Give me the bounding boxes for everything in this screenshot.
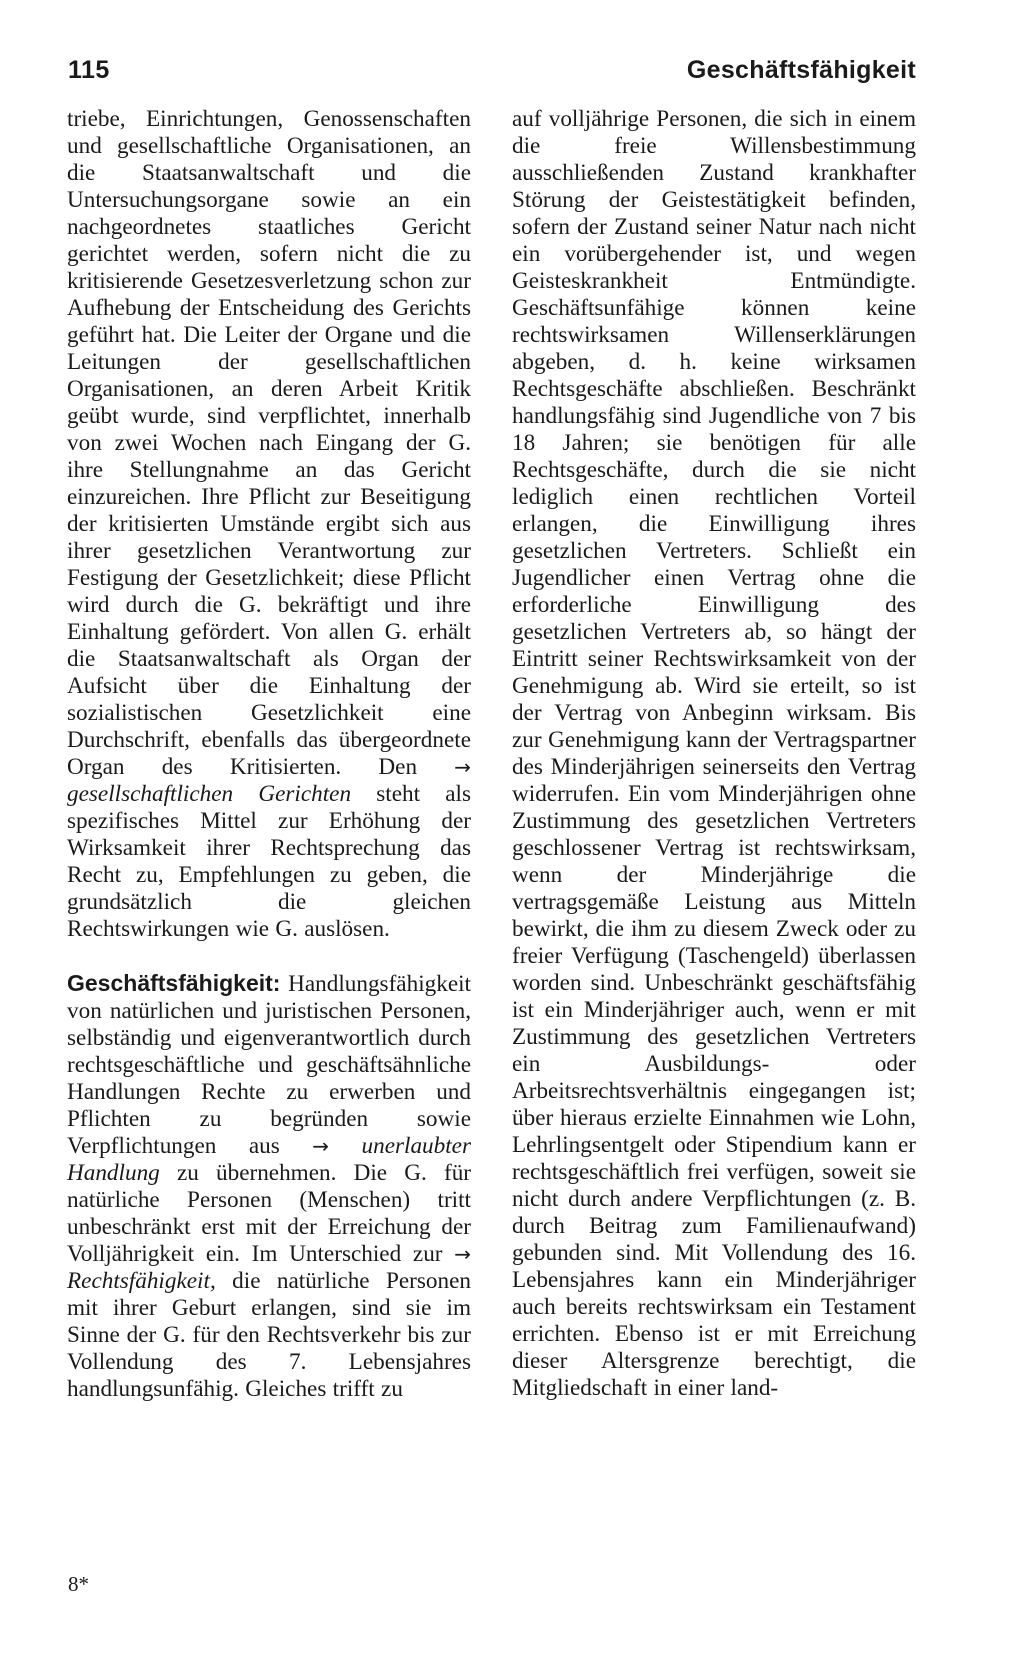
cross-reference-arrow-icon: →	[454, 1242, 472, 1266]
entry-geschaeftsfaehigkeit	[67, 970, 471, 1403]
entry-text-part-2: zu übernehmen. Die G. für natürliche Personen (Menschen) tritt unbeschränkt erst mit der Erreichung der Volljährigkeit ein. Im Unterschied zur	[67, 1160, 472, 1267]
entry-text-part-1: Handlungsfähigkeit von natürlichen und juristischen Personen, selbständig und eigenverantwortlich durch rechtsgeschäftliche und geschäftsähnliche Handlungen Rechte zu erwerben und Pflichten zu begründen sowie Verpflichtungen aus	[67, 971, 471, 1159]
continued-entry-paragraph	[67, 106, 471, 943]
cross-reference-unerlaubte-handlung: unerlaubter Handlung	[67, 1133, 471, 1186]
running-head: Geschäftsfähigkeit	[686, 56, 916, 84]
left-column	[67, 106, 471, 1403]
continuation-tail: steht als spezifisches Mittel zur Erhöhung der Wirksamkeit ihrer Rechtsprechung das Recht zu, Empfehlungen zu geben, die grundsätzlich die gleichen Rechtswirkungen wie G. auslösen.	[67, 781, 471, 942]
cross-reference-rechtsfaehigkeit: Rechtsfähigkeit,	[67, 1268, 216, 1294]
signature-mark: 8*	[68, 1572, 89, 1596]
right-column	[512, 106, 916, 1402]
page-number: 115	[68, 56, 110, 84]
cross-reference-gesellschaftliche-gerichte: gesellschaftlichen Gerichten	[67, 781, 352, 807]
cross-reference-arrow-icon: →	[454, 755, 472, 779]
entry-continuation-paragraph: auf volljährige Personen, die sich in einem die freie Willensbestimmung ausschließenden Zustand krankhafter Störung der Geistestätigkeit befinden, sofern der Zustand seiner Natur nach nicht ein vorübergehender ist, und wegen Geisteskrankheit Entmündigte. Geschäftsunfähige können keine rechtswirksamen Willenserklärungen abgeben, d. h. keine wirksamen Rechtsgeschäfte abschließen. Beschränkt handlungsfähig sind Jugendliche von 7 bis 18 Jahren; sie benötigen für alle Rechtsgeschäfte, durch die sie nicht lediglich einen rechtlichen Vorteil erlangen, die Einwilligung ihres gesetzlichen Vertreters. Schließt ein Jugendlicher einen Vertrag ohne die erforderliche Einwilligung des gesetzlichen Vertreters ab, so hängt der Eintritt seiner Rechtswirksamkeit von der Genehmigung ab. Wird sie erteilt, so ist der Vertrag von Anbeginn wirksam. Bis zur Genehmigung kann der Vertragspartner des Minderjährigen seinerseits den Vertrag widerrufen. Ein vom Minderjährigen ohne Zustimmung des gesetzlichen Vertreters geschlossener Vertrag ist rechtswirksam, wenn der Minderjährige die vertragsgemäße Leistung aus Mitteln bewirkt, die ihm zu diesem Zweck oder zu freier Verfügung (Taschengeld) überlassen worden sind. Unbeschränkt geschäftsfähig ist ein Minderjähriger auch, wenn er mit Zustimmung des gesetzlichen Vertreters ein Ausbildungs- oder Arbeitsrechtsverhältnis eingegangen ist; über hieraus erzielte Einnahmen wie Lohn, Lehrlingsentgelt oder Stipendium kann er rechtsgeschäftlich frei verfügen, soweit sie nicht durch andere Verpflichtungen (z. B. durch Beitrag zum Familienaufwand) gebunden sind. Mit Vollendung des 16. Lebensjahres kann ein Minderjähriger auch bereits rechtswirksam ein Testament errichten. Ebenso ist er mit Erreichung dieser Altersgrenze berechtigt, die Mitgliedschaft in einer land-	[512, 106, 916, 1401]
cross-reference-arrow-icon: →	[312, 1134, 330, 1158]
entry-headword: Geschäftsfähigkeit:	[67, 970, 281, 996]
entry-text-part-3: die natürliche Personen mit ihrer Geburt erlangen, sind sie im Sinne der G. für den Rechtsverkehr bis zur Vollendung des 7. Lebensjahres handlungsunfähig. Gleiches trifft zu	[67, 1268, 471, 1402]
continuation-text: triebe, Einrichtungen, Genossenschaften und gesellschaftliche Organisationen, an die Staatsanwaltschaft und die Untersuchungsorgane sowie an ein nachgeordnetes staatliches Gericht gerichtet werden, sofern nicht die zu kritisierende Gesetzesverletzung schon zur Aufhebung der Entscheidung des Gerichts geführt hat. Die Leiter der Organe und die Leitungen der gesellschaftlichen Organisationen, an deren Arbeit Kritik geübt wurde, sind verpflichtet, innerhalb von zwei Wochen nach Eingang der G. ihre Stellungnahme an das Gericht einzureichen. Ihre Pflicht zur Beseitigung der kritisierten Umstände ergibt sich aus ihrer gesetzlichen Verantwortung zur Festigung der Gesetzlichkeit; diese Pflicht wird durch die G. bekräftigt und ihre Einhaltung gefördert. Von allen G. erhält die Staatsanwaltschaft als Organ der Aufsicht über die Einhaltung der sozialistischen Gesetzlichkeit eine Durchschrift, ebenfalls das übergeordnete Organ des Kritisierten. Den	[67, 106, 471, 780]
